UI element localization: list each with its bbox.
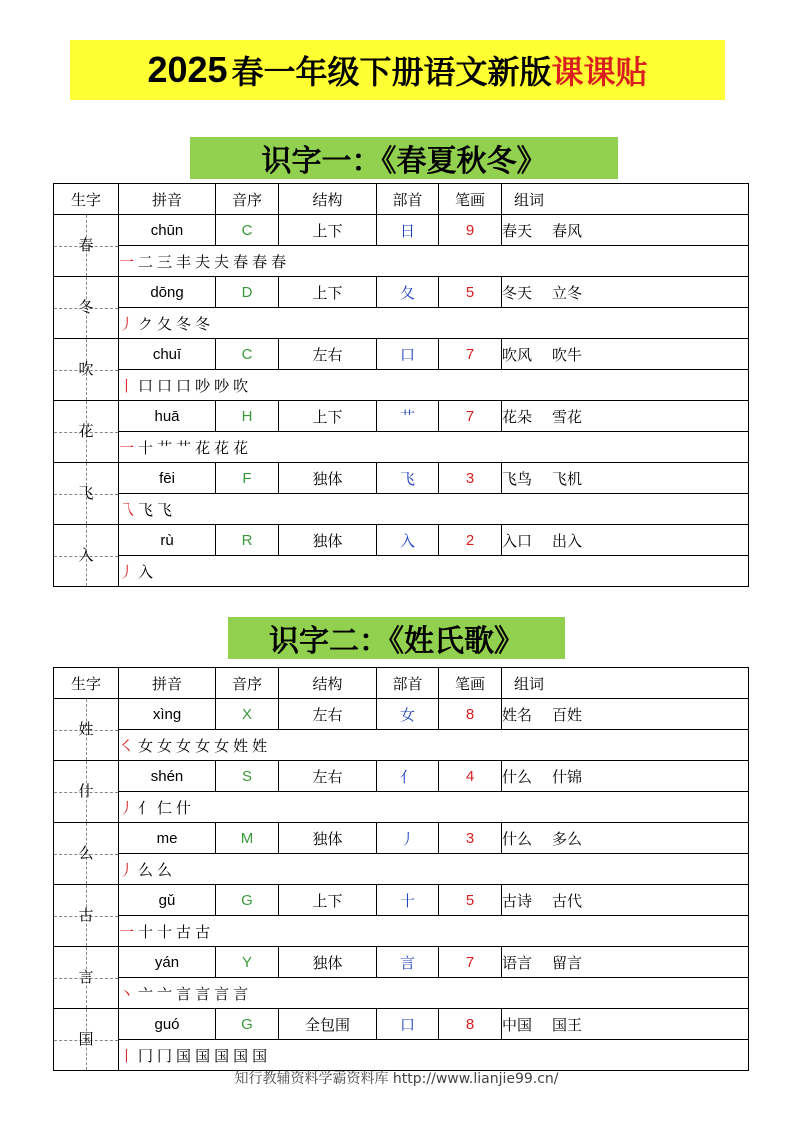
column-header: 音序	[216, 668, 279, 699]
stroke-step: 夫	[214, 252, 234, 271]
table-row	[54, 339, 749, 370]
word: 飞鸟	[502, 469, 533, 488]
stroke-step: 冂	[157, 1046, 177, 1065]
word: 吹牛	[552, 345, 583, 364]
structure: 全包围	[279, 1009, 377, 1040]
radical: 入	[377, 525, 439, 556]
column-header: 笔画	[439, 184, 502, 215]
word: 古代	[552, 891, 583, 910]
character-cell	[54, 277, 119, 339]
word: 语言	[502, 953, 533, 972]
stroke-step: 一	[119, 252, 139, 271]
radical: 亻	[377, 761, 439, 792]
stroke-step: 丿	[119, 798, 139, 817]
stroke-order-row	[54, 432, 749, 463]
letter-order: D	[216, 277, 279, 308]
stroke-step: 仁	[157, 798, 177, 817]
letter-order: C	[216, 215, 279, 246]
character-cell	[54, 823, 119, 885]
word-examples	[502, 277, 749, 308]
stroke-step: 一	[119, 922, 139, 941]
banner-title: 春一年级下册语文新版	[231, 53, 552, 91]
radical: 艹	[377, 401, 439, 432]
stroke-step: 乁	[119, 500, 139, 519]
pinyin: chuī	[119, 339, 216, 370]
stroke-step: 古	[176, 922, 196, 941]
character: 飞	[78, 484, 94, 502]
stroke-step: 飞	[138, 500, 158, 519]
stroke-order-row	[54, 792, 749, 823]
stroke-step: 吹	[233, 376, 253, 395]
table-row	[54, 885, 749, 916]
stroke-step: 艹	[176, 438, 196, 457]
stroke-step: 国	[233, 1046, 253, 1065]
stroke-count: 3	[439, 823, 502, 854]
table-row	[54, 823, 749, 854]
word: 什么	[502, 829, 533, 848]
column-header: 部首	[377, 668, 439, 699]
table-row	[54, 215, 749, 246]
character: 国	[78, 1030, 94, 1048]
stroke-sequence	[119, 432, 749, 463]
stroke-step: 丿	[119, 314, 139, 333]
pinyin: rù	[119, 525, 216, 556]
stroke-step: 么	[157, 860, 177, 879]
stroke-step: 女	[176, 736, 196, 755]
character: 冬	[78, 298, 94, 316]
radical: 十	[377, 885, 439, 916]
stroke-step: 女	[157, 736, 177, 755]
stroke-step: 什	[176, 798, 196, 817]
structure: 独体	[279, 947, 377, 978]
table-row	[54, 401, 749, 432]
word: 中国	[502, 1015, 533, 1034]
stroke-sequence	[119, 556, 749, 587]
word: 多么	[552, 829, 583, 848]
stroke-step: 亠	[157, 984, 177, 1003]
lesson-title-2: 识字二：《姓氏歌》	[228, 617, 565, 659]
pinyin: dōng	[119, 277, 216, 308]
stroke-count: 8	[439, 1009, 502, 1040]
pinyin: me	[119, 823, 216, 854]
stroke-count: 9	[439, 215, 502, 246]
structure: 上下	[279, 277, 377, 308]
pinyin: shén	[119, 761, 216, 792]
stroke-step: 国	[176, 1046, 196, 1065]
stroke-step: 女	[195, 736, 215, 755]
stroke-count: 8	[439, 699, 502, 730]
stroke-count: 2	[439, 525, 502, 556]
character-cell	[54, 885, 119, 947]
letter-order: C	[216, 339, 279, 370]
radical: 女	[377, 699, 439, 730]
word: 冬天	[502, 283, 533, 302]
footer-watermark: 知行教辅资料学霸资料库 http://www.lianjie99.cn/	[234, 1071, 559, 1087]
word: 百姓	[552, 705, 583, 724]
letter-order: S	[216, 761, 279, 792]
word-examples	[502, 761, 749, 792]
table-row	[54, 699, 749, 730]
word-examples	[502, 401, 749, 432]
stroke-step: 女	[214, 736, 234, 755]
stroke-step: 姓	[233, 736, 253, 755]
banner-title-highlight: 课课贴	[551, 53, 648, 91]
stroke-step: 丨	[119, 1046, 139, 1065]
radical: 日	[377, 215, 439, 246]
letter-order: G	[216, 885, 279, 916]
stroke-step: 丿	[119, 562, 139, 581]
table-row	[54, 525, 749, 556]
structure: 左右	[279, 339, 377, 370]
letter-order: M	[216, 823, 279, 854]
stroke-step: 一	[119, 438, 139, 457]
character-cell	[54, 947, 119, 1009]
word: 立冬	[552, 283, 583, 302]
stroke-step: 丿	[119, 860, 139, 879]
structure: 上下	[279, 215, 377, 246]
page-banner	[70, 40, 725, 100]
stroke-sequence	[119, 494, 749, 525]
character-cell	[54, 339, 119, 401]
structure: 独体	[279, 823, 377, 854]
column-header: 音序	[216, 184, 279, 215]
stroke-sequence	[119, 792, 749, 823]
word-examples	[502, 885, 749, 916]
word: 国王	[552, 1015, 583, 1034]
stroke-step: 丨	[119, 376, 139, 395]
stroke-sequence	[119, 978, 749, 1009]
stroke-step: 冬	[195, 314, 215, 333]
stroke-step: 国	[214, 1046, 234, 1065]
stroke-sequence	[119, 730, 749, 761]
word: 姓名	[502, 705, 533, 724]
stroke-step: 姓	[252, 736, 272, 755]
structure: 独体	[279, 463, 377, 494]
stroke-step: 十	[157, 922, 177, 941]
stroke-step: 冬	[176, 314, 196, 333]
word: 吹风	[502, 345, 533, 364]
stroke-step: 口	[176, 376, 196, 395]
character: 吹	[78, 360, 94, 378]
stroke-order-row	[54, 1040, 749, 1071]
stroke-step: 吵	[195, 376, 215, 395]
radical: 丿	[377, 823, 439, 854]
stroke-count: 7	[439, 401, 502, 432]
column-header: 组词	[502, 184, 749, 215]
table-row	[54, 1009, 749, 1040]
column-header: 笔画	[439, 668, 502, 699]
stroke-order-row	[54, 246, 749, 277]
stroke-count: 3	[439, 463, 502, 494]
character-cell	[54, 699, 119, 761]
stroke-step: ㇛	[119, 736, 139, 755]
stroke-step: 花	[233, 438, 253, 457]
stroke-step: 飞	[157, 500, 177, 519]
banner-year: 2025	[147, 49, 228, 90]
stroke-step: 口	[138, 376, 158, 395]
lesson-table-2	[53, 667, 749, 1071]
stroke-step: 女	[138, 736, 158, 755]
stroke-step: 夂	[157, 314, 177, 333]
table-row	[54, 463, 749, 494]
character-cell	[54, 1009, 119, 1071]
stroke-step: 言	[176, 984, 196, 1003]
stroke-step: 花	[214, 438, 234, 457]
radical: 言	[377, 947, 439, 978]
header-row	[54, 184, 749, 215]
column-header: 结构	[279, 668, 377, 699]
stroke-sequence	[119, 1040, 749, 1071]
pinyin: guó	[119, 1009, 216, 1040]
word-examples	[502, 823, 749, 854]
column-header: 拼音	[119, 668, 216, 699]
stroke-step: 二	[138, 252, 158, 271]
structure: 左右	[279, 699, 377, 730]
stroke-step: 古	[195, 922, 215, 941]
structure: 左右	[279, 761, 377, 792]
word: 雪花	[552, 407, 583, 426]
stroke-step: 亠	[138, 984, 158, 1003]
word-examples	[502, 463, 749, 494]
letter-order: H	[216, 401, 279, 432]
stroke-count: 5	[439, 277, 502, 308]
stroke-count: 4	[439, 761, 502, 792]
structure: 上下	[279, 401, 377, 432]
word: 什锦	[552, 767, 583, 786]
lesson-table-1	[53, 183, 749, 587]
stroke-step: 口	[157, 376, 177, 395]
letter-order: X	[216, 699, 279, 730]
word: 飞机	[552, 469, 583, 488]
stroke-order-row	[54, 556, 749, 587]
stroke-step: 冂	[138, 1046, 158, 1065]
stroke-step: 花	[195, 438, 215, 457]
stroke-sequence	[119, 308, 749, 339]
table-row	[54, 947, 749, 978]
structure: 上下	[279, 885, 377, 916]
character-cell	[54, 761, 119, 823]
character: 什	[78, 782, 94, 800]
character: 么	[78, 844, 94, 862]
column-header: 生字	[54, 668, 119, 699]
stroke-step: 亻	[138, 798, 158, 817]
stroke-order-row	[54, 978, 749, 1009]
word: 出入	[552, 531, 583, 550]
pinyin: chūn	[119, 215, 216, 246]
stroke-step: 春	[271, 252, 291, 271]
stroke-count: 7	[439, 947, 502, 978]
word-examples	[502, 1009, 749, 1040]
stroke-step: 艹	[157, 438, 177, 457]
lesson-title-1: 识字一：《春夏秋冬》	[190, 137, 618, 179]
column-header: 部首	[377, 184, 439, 215]
character: 姓	[78, 720, 94, 738]
stroke-order-row	[54, 308, 749, 339]
stroke-step: 么	[138, 860, 158, 879]
word-examples	[502, 525, 749, 556]
stroke-step: 国	[195, 1046, 215, 1065]
stroke-step: 丶	[119, 984, 139, 1003]
stroke-step: 十	[138, 922, 158, 941]
stroke-order-row	[54, 730, 749, 761]
stroke-step: ク	[138, 314, 158, 333]
word-examples	[502, 215, 749, 246]
letter-order: G	[216, 1009, 279, 1040]
pinyin: gǔ	[119, 885, 216, 916]
letter-order: Y	[216, 947, 279, 978]
letter-order: R	[216, 525, 279, 556]
stroke-count: 5	[439, 885, 502, 916]
radical: 夂	[377, 277, 439, 308]
column-header: 结构	[279, 184, 377, 215]
character-cell	[54, 525, 119, 587]
character-cell	[54, 401, 119, 463]
stroke-order-row	[54, 494, 749, 525]
stroke-count: 7	[439, 339, 502, 370]
stroke-step: 吵	[214, 376, 234, 395]
letter-order: F	[216, 463, 279, 494]
column-header: 组词	[502, 668, 749, 699]
structure: 独体	[279, 525, 377, 556]
stroke-sequence	[119, 916, 749, 947]
column-header: 拼音	[119, 184, 216, 215]
stroke-step: 入	[138, 562, 158, 581]
stroke-order-row	[54, 370, 749, 401]
word: 什么	[502, 767, 533, 786]
pinyin: xìng	[119, 699, 216, 730]
column-header: 生字	[54, 184, 119, 215]
stroke-step: 言	[233, 984, 253, 1003]
character: 古	[78, 906, 94, 924]
character-cell	[54, 215, 119, 277]
stroke-step: 春	[252, 252, 272, 271]
stroke-order-row	[54, 916, 749, 947]
word-examples	[502, 699, 749, 730]
stroke-step: 丰	[176, 252, 196, 271]
radical: 飞	[377, 463, 439, 494]
pinyin: huā	[119, 401, 216, 432]
word-examples	[502, 339, 749, 370]
stroke-order-row	[54, 854, 749, 885]
table-row	[54, 761, 749, 792]
character-cell	[54, 463, 119, 525]
character: 花	[78, 422, 94, 440]
word: 留言	[552, 953, 583, 972]
stroke-sequence	[119, 854, 749, 885]
stroke-sequence	[119, 370, 749, 401]
header-row	[54, 668, 749, 699]
pinyin: yán	[119, 947, 216, 978]
stroke-step: 言	[195, 984, 215, 1003]
stroke-step: 春	[233, 252, 253, 271]
stroke-step: 夫	[195, 252, 215, 271]
word-examples	[502, 947, 749, 978]
character: 入	[78, 546, 94, 564]
word: 春风	[552, 221, 583, 240]
word: 入口	[502, 531, 533, 550]
stroke-step: 三	[157, 252, 177, 271]
stroke-step: 十	[138, 438, 158, 457]
stroke-sequence	[119, 246, 749, 277]
table-row	[54, 277, 749, 308]
character: 春	[78, 236, 94, 254]
word: 古诗	[502, 891, 533, 910]
stroke-step: 国	[252, 1046, 272, 1065]
radical: 口	[377, 339, 439, 370]
word: 春天	[502, 221, 533, 240]
radical: 口	[377, 1009, 439, 1040]
stroke-step: 言	[214, 984, 234, 1003]
pinyin: fēi	[119, 463, 216, 494]
character: 言	[78, 968, 94, 986]
word: 花朵	[502, 407, 533, 426]
